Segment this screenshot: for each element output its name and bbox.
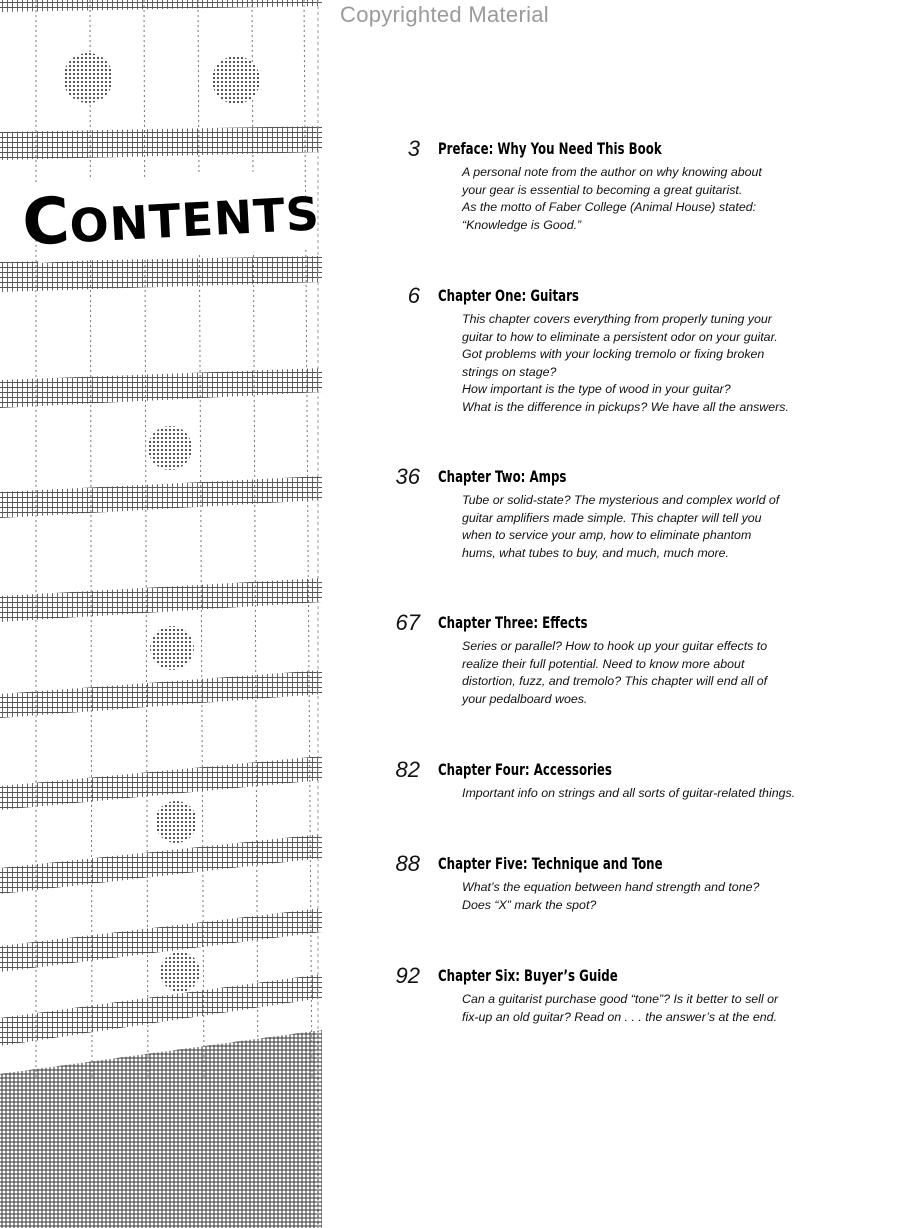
toc-entry-title[interactable]: Chapter Two: Amps bbox=[438, 467, 567, 486]
desc-line: This chapter covers everything from properly tuning your bbox=[462, 312, 772, 326]
toc-entry-description bbox=[462, 879, 842, 914]
toc-entry-description bbox=[462, 164, 842, 234]
desc-line: realize their full potential. Need to know more about bbox=[462, 656, 745, 671]
page-title-initial: C bbox=[20, 184, 72, 261]
desc-line: As the motto of Faber College (Animal House) stated: bbox=[462, 200, 757, 214]
desc-line: Can a guitarist purchase good “tone”? Is it better to sell or bbox=[462, 992, 779, 1006]
toc-entry-description bbox=[462, 638, 842, 708]
copyright-watermark: Copyrighted Material bbox=[340, 2, 549, 27]
toc-entry-title[interactable]: Preface: Why You Need This Book bbox=[438, 139, 662, 158]
toc-page-number: 92 bbox=[395, 963, 420, 988]
desc-line: guitar amplifiers made simple. This chapter will tell you bbox=[462, 510, 762, 525]
toc-entry-title[interactable]: Chapter Five: Technique and Tone bbox=[438, 854, 663, 873]
toc-page-number: 88 bbox=[395, 851, 420, 876]
toc-entry-description bbox=[462, 311, 842, 416]
desc-line: “Knowledge is Good.” bbox=[462, 217, 582, 232]
toc-entry-description bbox=[462, 991, 842, 1026]
toc-entry-description bbox=[462, 785, 842, 803]
toc-entry-title[interactable]: Chapter Three: Effects bbox=[438, 613, 588, 632]
page-title-rest: ONTENTS bbox=[68, 186, 322, 254]
toc-entry-description bbox=[462, 492, 842, 562]
desc-line: guitar to how to eliminate a persistent odor on your guitar. bbox=[462, 329, 778, 344]
toc-page-number: 6 bbox=[407, 283, 420, 308]
toc-page-number: 36 bbox=[395, 464, 420, 489]
toc-page-number: 3 bbox=[407, 136, 420, 161]
desc-line: A personal note from the author on why knowing about bbox=[462, 165, 762, 179]
desc-line: hums, what tubes to buy, and much, much more. bbox=[462, 545, 729, 560]
desc-line: How important is the type of wood in your guitar? bbox=[462, 382, 731, 396]
desc-line: when to service your amp, how to eliminate phantom bbox=[462, 528, 752, 542]
desc-line: Got problems with your locking tremolo or fixing broken bbox=[462, 347, 765, 361]
page-title bbox=[20, 169, 322, 263]
desc-line: What is the difference in pickups? We have all the answers. bbox=[462, 399, 789, 414]
desc-line: strings on stage? bbox=[462, 364, 557, 379]
desc-line: Does “X” mark the spot? bbox=[462, 897, 597, 912]
toc-entry-title[interactable]: Chapter Four: Accessories bbox=[438, 760, 612, 779]
desc-line: distortion, fuzz, and tremolo? This chapter will end all of bbox=[462, 674, 768, 688]
desc-line: fix-up an old guitar? Read on . . . the answer’s at the end. bbox=[462, 1009, 778, 1024]
desc-line: your gear is essential to becoming a great guitarist. bbox=[462, 182, 743, 197]
toc-entry-title[interactable]: Chapter Six: Buyer’s Guide bbox=[438, 966, 618, 985]
desc-line: What’s the equation between hand strength and tone? bbox=[462, 880, 760, 894]
desc-line: Series or parallel? How to hook up your guitar effects to bbox=[462, 639, 768, 653]
toc-page-number: 67 bbox=[395, 610, 420, 635]
desc-line: Tube or solid-state? The mysterious and complex world of bbox=[462, 493, 780, 507]
toc-entry-title[interactable]: Chapter One: Guitars bbox=[438, 286, 579, 305]
desc-line: your pedalboard woes. bbox=[462, 691, 588, 706]
toc-page-number: 82 bbox=[395, 757, 420, 782]
desc-line: Important info on strings and all sorts of guitar-related things. bbox=[462, 786, 796, 800]
